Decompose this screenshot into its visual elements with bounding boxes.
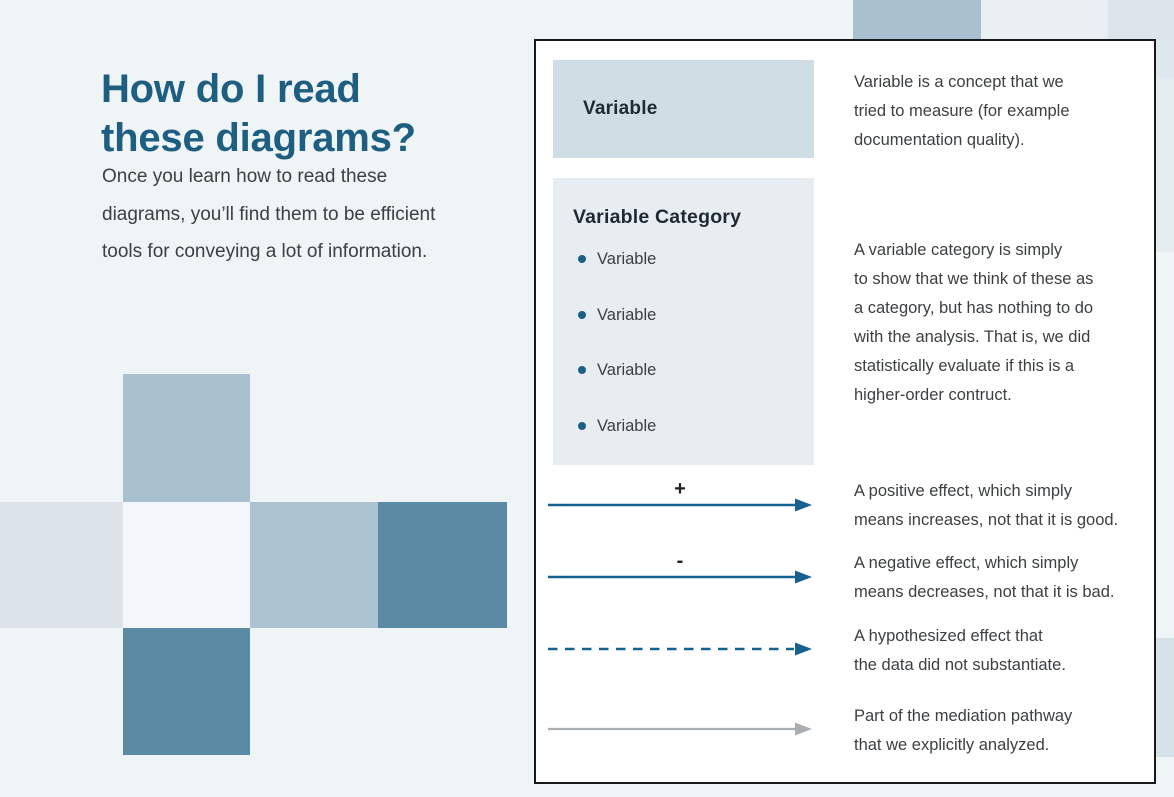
desc-line: A negative effect, which simply xyxy=(854,554,1079,572)
desc-line: A positive effect, which simply xyxy=(854,482,1072,500)
desc-line: the data did not substantiate. xyxy=(854,656,1066,674)
desc-line: tried to measure (for example xyxy=(854,102,1070,120)
decor-square xyxy=(123,502,250,628)
desc-line: Part of the mediation pathway xyxy=(854,707,1073,725)
decor-square xyxy=(853,0,981,40)
variable-description xyxy=(854,68,1146,155)
decor-square xyxy=(123,374,250,502)
category-bullet-item xyxy=(578,415,656,437)
variable-box-label: Variable xyxy=(583,98,658,119)
category-bullet-item xyxy=(578,359,656,381)
desc-line: higher-order contruct. xyxy=(854,386,1012,404)
decor-square xyxy=(250,502,378,628)
bullet-dot-icon xyxy=(578,311,586,319)
plus-sign: + xyxy=(674,478,686,500)
page-title-line-2: these diagrams? xyxy=(101,115,416,160)
intro-line: diagrams, you’ll find them to be efficient xyxy=(102,203,436,225)
bullet-dot-icon xyxy=(578,366,586,374)
page-title xyxy=(101,65,416,163)
decor-square xyxy=(0,502,123,628)
bullet-dot-icon xyxy=(578,422,586,430)
desc-line: A variable category is simply xyxy=(854,241,1063,259)
decor-square xyxy=(1108,0,1174,40)
variable-category-box xyxy=(553,178,814,465)
category-description xyxy=(854,236,1146,410)
intro-line: tools for conveying a lot of information. xyxy=(102,241,428,262)
page-title-line-1: How do I read xyxy=(101,66,361,111)
decor-square xyxy=(981,0,1108,40)
minus-sign: - xyxy=(676,550,684,572)
desc-line: to show that we think of these as xyxy=(854,270,1094,288)
category-bullet-item xyxy=(578,248,656,270)
decor-square xyxy=(1156,638,1174,757)
decor-square xyxy=(1156,78,1174,252)
mediation-arrow-icon xyxy=(548,721,812,737)
intro-line: Once you learn how to read these xyxy=(102,166,388,187)
desc-line: means increases, not that it is good. xyxy=(854,511,1119,529)
desc-line: documentation quality). xyxy=(854,131,1025,149)
bullet-label: Variable xyxy=(597,416,657,435)
variable-box xyxy=(553,60,814,158)
bullet-label: Variable xyxy=(597,305,657,324)
desc-line: statistically evaluate if this is a xyxy=(854,357,1075,375)
desc-line: with the analysis. That is, we did xyxy=(854,328,1091,346)
category-bullet-item xyxy=(578,304,656,326)
legend-panel xyxy=(534,39,1156,784)
bullet-label: Variable xyxy=(597,360,657,379)
desc-line: A hypothesized effect that xyxy=(854,627,1043,645)
desc-line: that we explicitly analyzed. xyxy=(854,736,1050,754)
hypothesized-effect-description xyxy=(854,622,1146,680)
positive-effect-description xyxy=(854,477,1146,535)
decor-square xyxy=(378,502,507,628)
dashed-arrow-icon xyxy=(548,641,812,657)
variable-category-title: Variable Category xyxy=(573,206,742,228)
bullet-label: Variable xyxy=(597,249,657,268)
mediation-pathway-description xyxy=(854,702,1146,760)
positive-arrow-icon xyxy=(548,497,812,513)
desc-line: a category, but has nothing to do xyxy=(854,299,1094,317)
desc-line: Variable is a concept that we xyxy=(854,73,1064,91)
decor-square xyxy=(123,628,250,755)
desc-line: means decreases, not that it is bad. xyxy=(854,583,1115,601)
bullet-dot-icon xyxy=(578,255,586,263)
decor-square xyxy=(1156,40,1174,78)
negative-effect-description xyxy=(854,549,1146,607)
intro-text xyxy=(102,158,522,271)
negative-arrow-icon xyxy=(548,569,812,585)
